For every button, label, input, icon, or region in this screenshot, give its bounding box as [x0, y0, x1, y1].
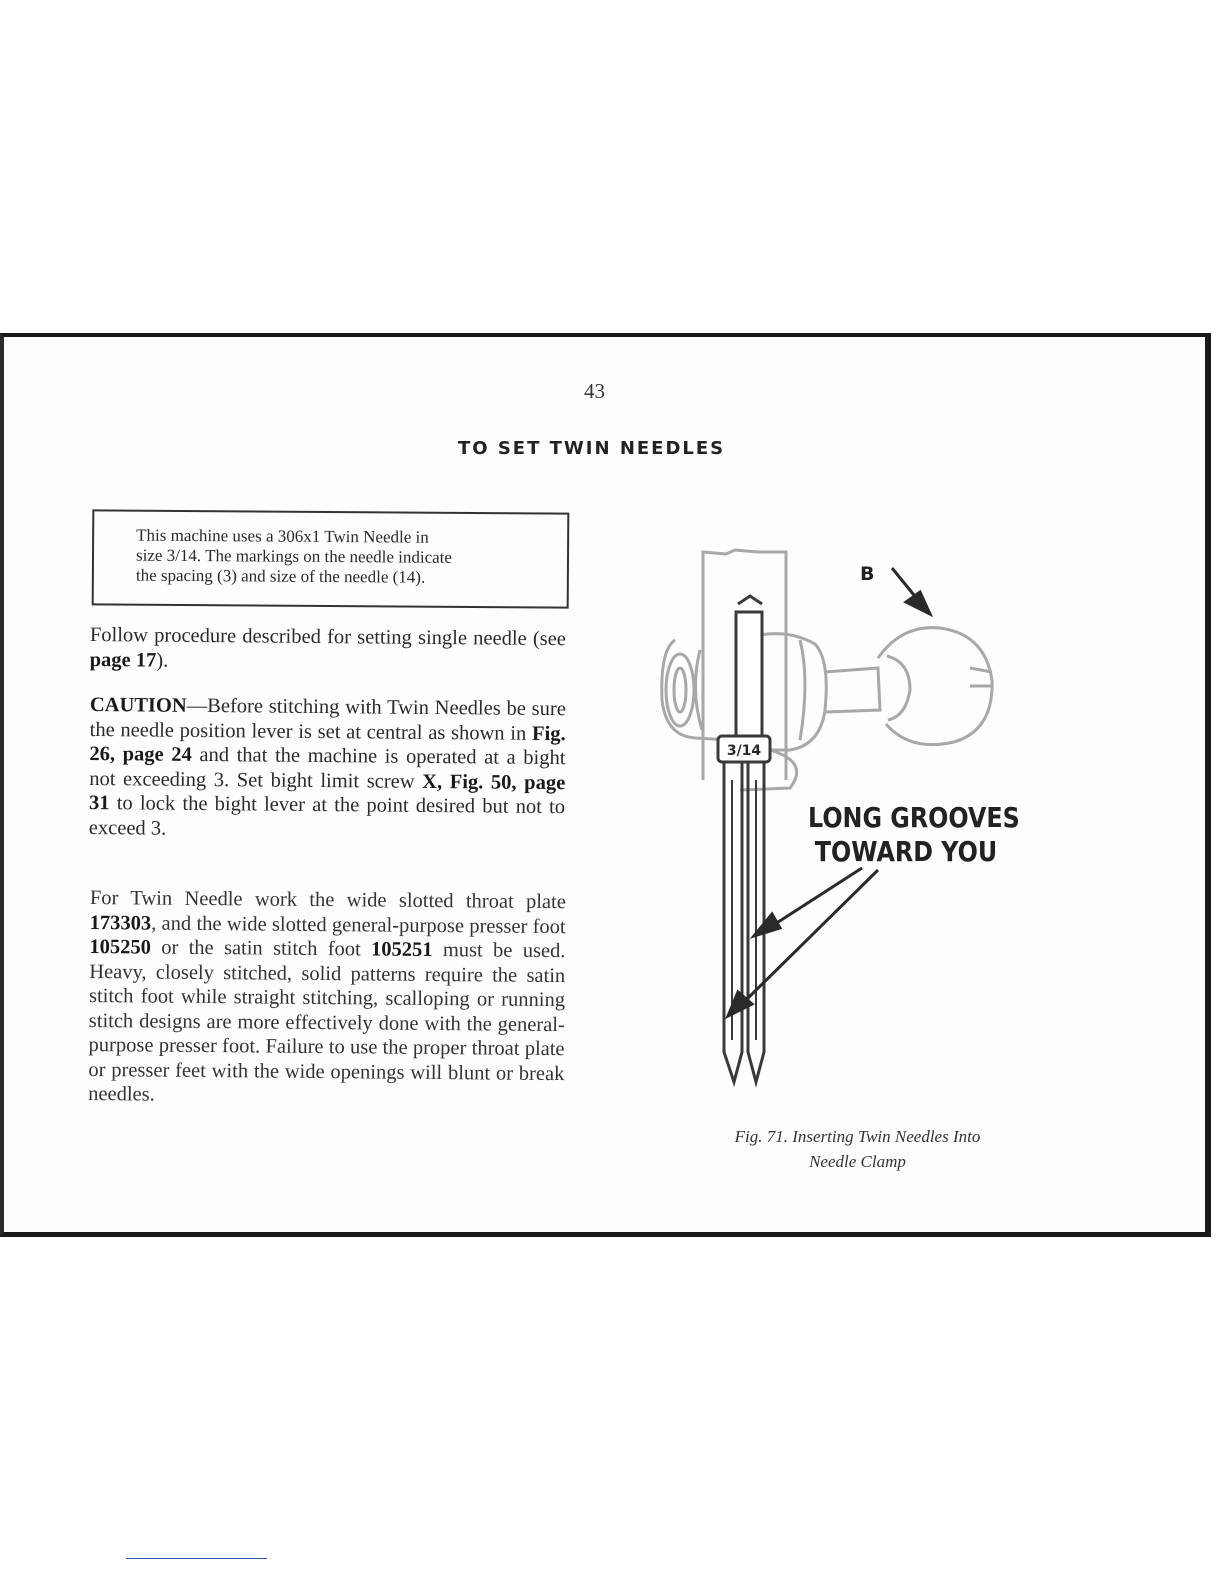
figure-reference: Fig. 26, page 24: [89, 722, 566, 766]
clamp-screw-b: [825, 628, 992, 745]
note-line: size 3/14. The markings on the needle indicate: [135, 545, 453, 567]
note-line: the spacing (3) and size of the needle (14).: [135, 565, 426, 587]
text-run: , and the wide slotted general-purpose presser foot: [151, 912, 566, 938]
section-title: TO SET TWIN NEEDLES: [458, 438, 726, 459]
part-number: 105250: [89, 935, 152, 959]
page-reference: page 17: [89, 648, 157, 672]
text-run: ).: [156, 649, 169, 672]
page-number: 43: [584, 379, 605, 403]
figure-reference: X, Fig. 50, page 31: [88, 770, 566, 815]
figure-caption: [700, 1124, 1015, 1174]
text-run: and that the machine is operated at a bight not exceeding 3. Set bight limit screw: [89, 743, 566, 793]
caution-heading: CAUTION: [89, 693, 187, 717]
text-run: must be used. Heavy, closely stitched, solid patterns require the satin stitch foot while straight stitching, scalloping or running stitch designs are more effectively done with the general-purpose presser foot. Failure to use the proper throat plate or presser feet with the wide openings will blunt or break needles.: [88, 938, 566, 1106]
part-number: 105251: [371, 938, 433, 961]
caption-line: Fig. 71. Inserting Twin Needles Into: [734, 1127, 981, 1146]
note-line: This machine uses a 306x1 Twin Needle in: [136, 525, 429, 547]
text-run: For Twin Needle work the wide slotted throat plate: [89, 886, 566, 914]
paragraph-caution: [89, 693, 566, 844]
paragraph-procedure: [90, 623, 566, 676]
needle-marking: 3/14: [726, 743, 762, 759]
paragraph-throat-plate: [88, 886, 566, 1111]
note-box: [92, 509, 570, 608]
callout-label: [808, 801, 1020, 869]
label-b: B: [860, 563, 875, 585]
text-run: —Before stitching with Twin Needles be sure the needle position lever is set at central as shown in: [89, 694, 566, 745]
text-run: or the satin stitch foot: [150, 936, 372, 961]
text-run: Follow procedure described for setting single needle (see: [89, 623, 566, 651]
text-run: to lock the bight lever at the point desired but not to exceed 3.: [88, 792, 566, 840]
footer-rule: [126, 1558, 267, 1559]
part-number: 173303: [89, 911, 152, 935]
callout-line: LONG GROOVES: [808, 801, 1020, 834]
caption-line: Needle Clamp: [809, 1152, 906, 1171]
callout-line: TOWARD YOU: [814, 835, 998, 868]
